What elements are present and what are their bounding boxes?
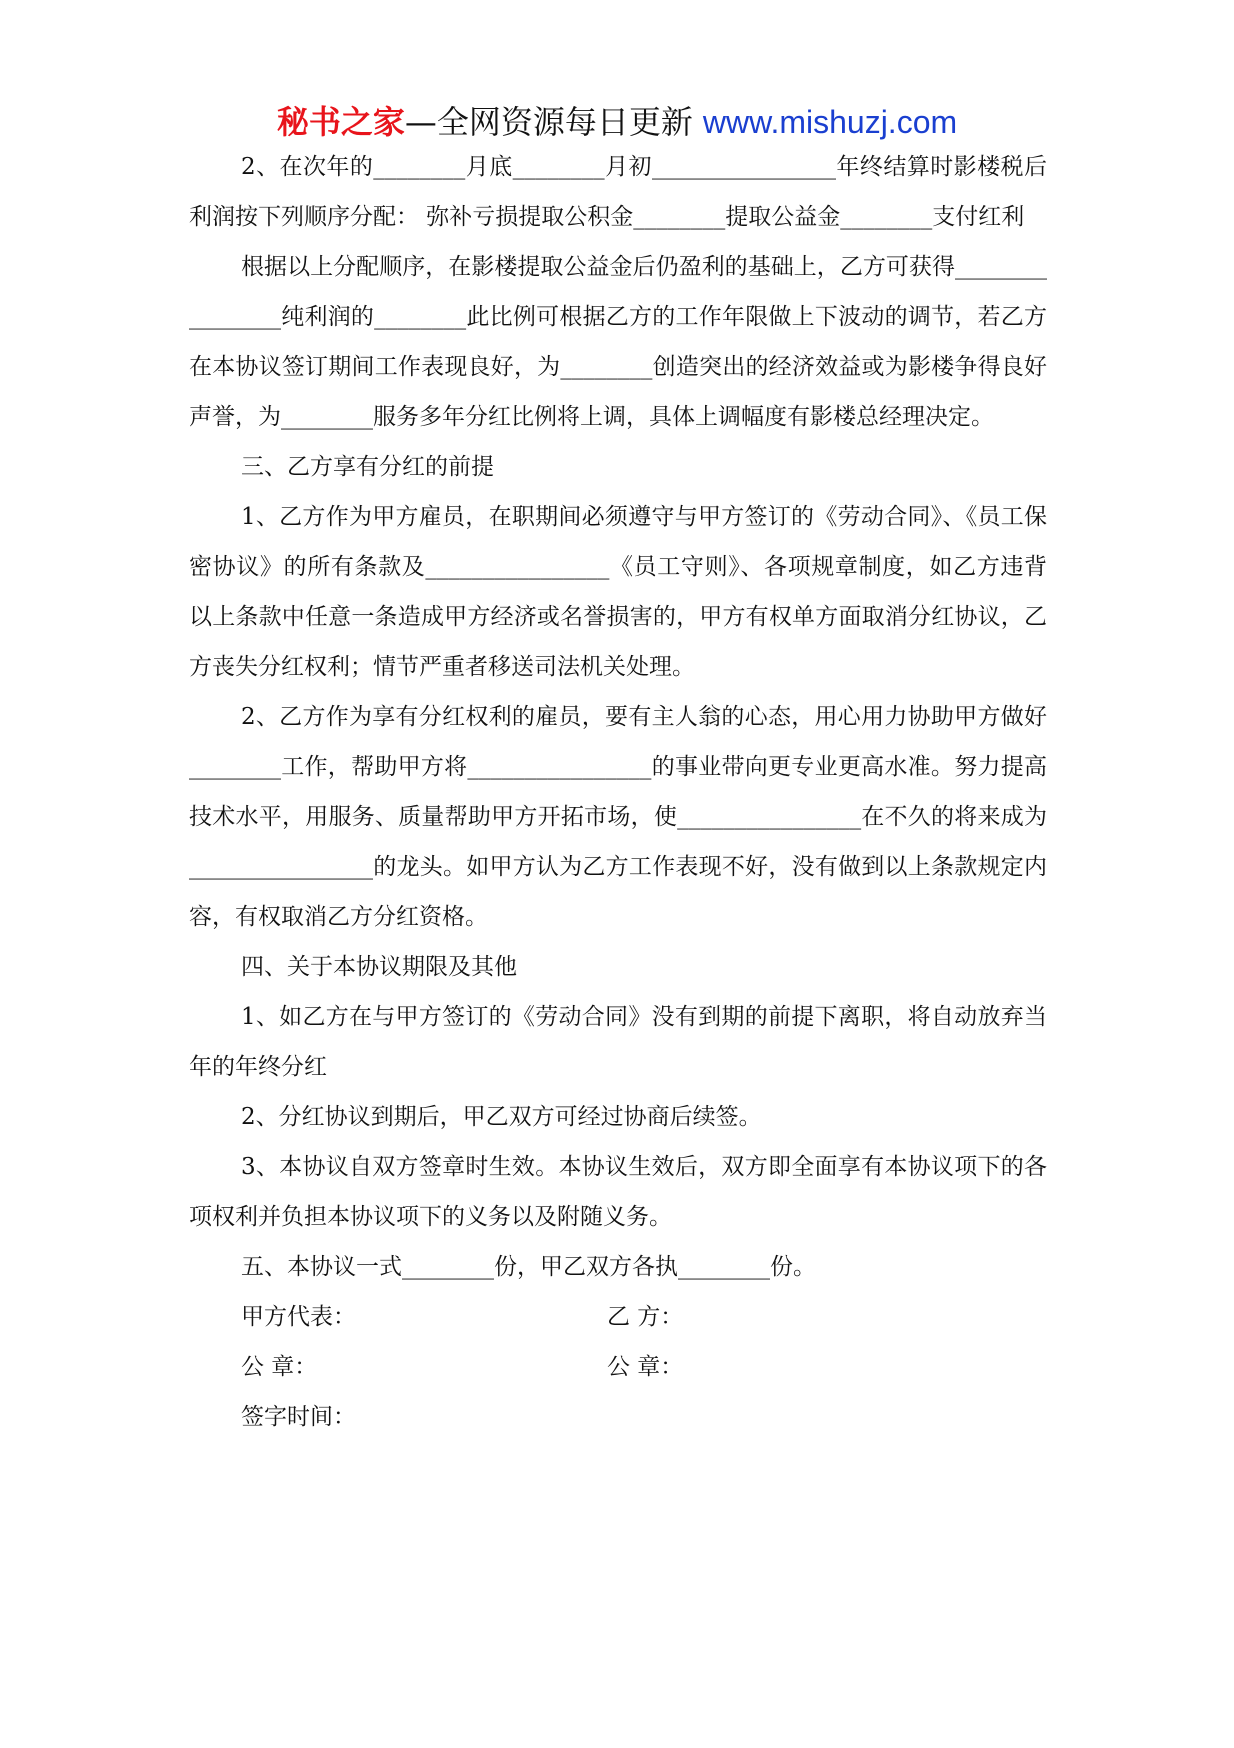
signature-row-time — [189, 1392, 1047, 1442]
paragraph-profit-distribution: 2、在次年的________月底________月初________________年终结算时影楼税后利润按下列顺序分配： 弥补亏损提取公积金________提取公益金________支付红利 — [189, 154, 1047, 230]
signature-row-parties — [189, 1292, 1047, 1342]
party-a-rep-label: 甲方代表： — [241, 1304, 356, 1330]
section-heading-5: 五、本协议一式________份，甲乙双方各执________份。 — [241, 1254, 816, 1280]
paragraph-dividend-ratio: 根据以上分配顺序，在影楼提取公益金后仍盈利的基础上，乙方可获得________________纯利润的________此比例可根据乙方的工作年限做上下波动的调节，若乙方在本协议签订期间工作表现良好，为________创造突出的经济效益或为影楼争得良好声誉，为________服务多年分红比例将上调，具体上调幅度有影楼总经理决定。 — [189, 254, 1047, 430]
signature-row-seals — [189, 1342, 1047, 1392]
party-b-label: 乙 方： — [607, 1304, 684, 1330]
paragraph-4-3: 3、本协议自双方签章时生效。本协议生效后，双方即全面享有本协议项下的各项权利并负担本协议项下的义务以及附随义务。 — [189, 1154, 1047, 1230]
seal-b-label: 公 章： — [607, 1354, 684, 1380]
site-url-link[interactable]: www.mishuzj.com — [702, 104, 958, 140]
section-heading-3: 三、乙方享有分红的前提 — [241, 454, 494, 480]
site-brand: 秘书之家 — [276, 103, 405, 141]
section-heading-4: 四、关于本协议期限及其他 — [241, 954, 517, 980]
paragraph-3-1: 1、乙方作为甲方雇员，在职期间必须遵守与甲方签订的《劳动合同》、《员工保密协议》的所有条款及________________《员工守则》、各项规章制度，如乙方违背以上条款中任意一条造成甲方经济或名誉损害的，甲方有权单方面取消分红协议，乙方丧失分红权利；情节严重者移送司法机关处理。 — [189, 504, 1047, 680]
document-body — [189, 142, 1047, 1442]
site-header — [0, 100, 1234, 144]
sign-time-label: 签字时间： — [241, 1404, 356, 1430]
seal-a-label: 公 章： — [241, 1354, 318, 1380]
paragraph-4-2: 2、分红协议到期后，甲乙双方可经过协商后续签。 — [241, 1104, 762, 1130]
site-slogan: —全网资源每日更新 — [404, 103, 693, 141]
paragraph-3-2: 2、乙方作为享有分红权利的雇员，要有主人翁的心态，用心用力协助甲方做好________工作，帮助甲方将________________的事业带向更专业更高水准。努力提高技术水平，用服务、质量帮助甲方开拓市场，使________________在不久的将来成为________________的龙头。如甲方认为乙方工作表现不好，没有做到以上条款规定内容，有权取消乙方分红资格。 — [189, 704, 1047, 930]
paragraph-4-1: 1、如乙方在与甲方签订的《劳动合同》没有到期的前提下离职，将自动放弃当年的年终分红 — [189, 1004, 1047, 1080]
